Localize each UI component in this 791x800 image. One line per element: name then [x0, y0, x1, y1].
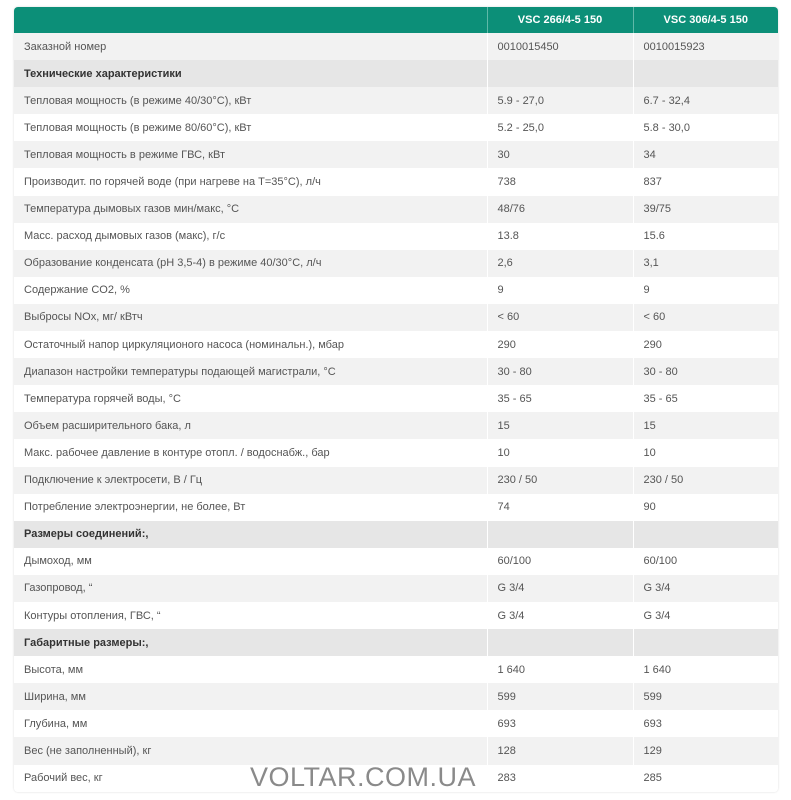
- table-row: [14, 33, 778, 60]
- value-model-2: [633, 521, 778, 548]
- header-label-cell: [14, 7, 487, 33]
- row-label: Габаритные размеры:,: [14, 629, 487, 656]
- value-model-2: 90: [633, 494, 778, 521]
- table-row: [14, 656, 778, 683]
- row-label: Образование конденсата (pH 3,5-4) в режиме 40/30°C, л/ч: [14, 250, 487, 277]
- value-model-1: [487, 629, 633, 656]
- value-model-2: < 60: [633, 304, 778, 331]
- table-row: [14, 304, 778, 331]
- value-model-2: 30 - 80: [633, 358, 778, 385]
- value-model-1: 693: [487, 710, 633, 737]
- value-model-1: 13.8: [487, 223, 633, 250]
- value-model-2: G 3/4: [633, 575, 778, 602]
- table-row: [14, 168, 778, 195]
- value-model-1: [487, 60, 633, 87]
- row-label: Производит. по горячей воде (при нагреве на Т=35°C), л/ч: [14, 168, 487, 195]
- row-label: Температура горячей воды, °C: [14, 385, 487, 412]
- value-model-1: 9: [487, 277, 633, 304]
- table-row: [14, 358, 778, 385]
- value-model-1: 10: [487, 439, 633, 466]
- row-label: Контуры отопления, ГВС, “: [14, 602, 487, 629]
- value-model-1: [487, 521, 633, 548]
- row-label: Размеры соединений:,: [14, 521, 487, 548]
- value-model-2: 230 / 50: [633, 467, 778, 494]
- table-row: [14, 331, 778, 358]
- value-model-2: 129: [633, 737, 778, 764]
- value-model-2: 39/75: [633, 196, 778, 223]
- table-row: [14, 467, 778, 494]
- table-row: [14, 683, 778, 710]
- row-label: Технические характеристики: [14, 60, 487, 87]
- value-model-2: 0010015923: [633, 33, 778, 60]
- value-model-2: 693: [633, 710, 778, 737]
- table-row: [14, 494, 778, 521]
- value-model-2: 15.6: [633, 223, 778, 250]
- table-row: [14, 412, 778, 439]
- value-model-1: 15: [487, 412, 633, 439]
- value-model-2: 290: [633, 331, 778, 358]
- value-model-1: 283: [487, 765, 633, 792]
- row-label: Тепловая мощность (в режиме 80/60°C), кВт: [14, 114, 487, 141]
- value-model-1: 74: [487, 494, 633, 521]
- value-model-1: 5.9 - 27,0: [487, 87, 633, 114]
- value-model-1: 1 640: [487, 656, 633, 683]
- table-row: [14, 710, 778, 737]
- value-model-1: G 3/4: [487, 602, 633, 629]
- value-model-2: 15: [633, 412, 778, 439]
- value-model-2: G 3/4: [633, 602, 778, 629]
- value-model-2: 1 640: [633, 656, 778, 683]
- value-model-1: 290: [487, 331, 633, 358]
- table-row: [14, 602, 778, 629]
- row-label: Остаточный напор циркуляционого насоса (номинальн.), мбар: [14, 331, 487, 358]
- header-model-1: VSC 266/4-5 150: [487, 7, 633, 33]
- value-model-2: 5.8 - 30,0: [633, 114, 778, 141]
- value-model-1: 599: [487, 683, 633, 710]
- row-label: Масс. расход дымовых газов (макс), г/с: [14, 223, 487, 250]
- value-model-2: 837: [633, 168, 778, 195]
- table-row: [14, 223, 778, 250]
- value-model-1: 128: [487, 737, 633, 764]
- value-model-2: 285: [633, 765, 778, 792]
- table-row: [14, 277, 778, 304]
- row-label: Заказной номер: [14, 33, 487, 60]
- specs-table-container: [14, 7, 778, 792]
- row-label: Тепловая мощность (в режиме 40/30°C), кВт: [14, 87, 487, 114]
- table-row: [14, 439, 778, 466]
- table-header-row: [14, 7, 778, 33]
- value-model-2: 9: [633, 277, 778, 304]
- table-row: [14, 196, 778, 223]
- table-row: [14, 250, 778, 277]
- table-row: [14, 114, 778, 141]
- value-model-1: 60/100: [487, 548, 633, 575]
- row-label: Ширина, мм: [14, 683, 487, 710]
- value-model-1: 30: [487, 141, 633, 168]
- row-label: Тепловая мощность в режиме ГВС, кВт: [14, 141, 487, 168]
- value-model-1: 48/76: [487, 196, 633, 223]
- table-row: [14, 548, 778, 575]
- table-row: [14, 385, 778, 412]
- row-label: Потребление электроэнергии, не более, Вт: [14, 494, 487, 521]
- value-model-1: < 60: [487, 304, 633, 331]
- value-model-1: 30 - 80: [487, 358, 633, 385]
- section-row: [14, 521, 778, 548]
- value-model-2: 34: [633, 141, 778, 168]
- value-model-1: 35 - 65: [487, 385, 633, 412]
- section-row: [14, 629, 778, 656]
- row-label: Температура дымовых газов мин/макс, °C: [14, 196, 487, 223]
- section-row: [14, 60, 778, 87]
- row-label: Высота, мм: [14, 656, 487, 683]
- value-model-2: [633, 60, 778, 87]
- row-label: Подключение к электросети, В / Гц: [14, 467, 487, 494]
- value-model-1: 2,6: [487, 250, 633, 277]
- table-row: [14, 141, 778, 168]
- value-model-1: G 3/4: [487, 575, 633, 602]
- value-model-1: 5.2 - 25,0: [487, 114, 633, 141]
- value-model-2: 10: [633, 439, 778, 466]
- value-model-2: 6.7 - 32,4: [633, 87, 778, 114]
- value-model-2: 599: [633, 683, 778, 710]
- row-label: Глубина, мм: [14, 710, 487, 737]
- row-label: Выбросы NOx, мг/ кВтч: [14, 304, 487, 331]
- table-row: [14, 87, 778, 114]
- row-label: Содержание CO2, %: [14, 277, 487, 304]
- row-label: Газопровод, “: [14, 575, 487, 602]
- row-label: Рабочий вес, кг: [14, 765, 487, 792]
- row-label: Дымоход, мм: [14, 548, 487, 575]
- value-model-1: 230 / 50: [487, 467, 633, 494]
- table-body: [14, 33, 778, 792]
- value-model-1: 738: [487, 168, 633, 195]
- value-model-2: 60/100: [633, 548, 778, 575]
- row-label: Объем расширительного бака, л: [14, 412, 487, 439]
- row-label: Диапазон настройки температуры подающей магистрали, °C: [14, 358, 487, 385]
- watermark: VOLTAR.COM.UA: [250, 762, 477, 792]
- value-model-2: [633, 629, 778, 656]
- value-model-2: 35 - 65: [633, 385, 778, 412]
- specs-table: [14, 7, 778, 792]
- table-row: [14, 737, 778, 764]
- row-label: Вес (не заполненный), кг: [14, 737, 487, 764]
- table-row: [14, 575, 778, 602]
- header-model-2: VSC 306/4-5 150: [633, 7, 778, 33]
- value-model-2: 3,1: [633, 250, 778, 277]
- row-label: Макс. рабочее давление в контуре отопл. / водоснабж., бар: [14, 439, 487, 466]
- value-model-1: 0010015450: [487, 33, 633, 60]
